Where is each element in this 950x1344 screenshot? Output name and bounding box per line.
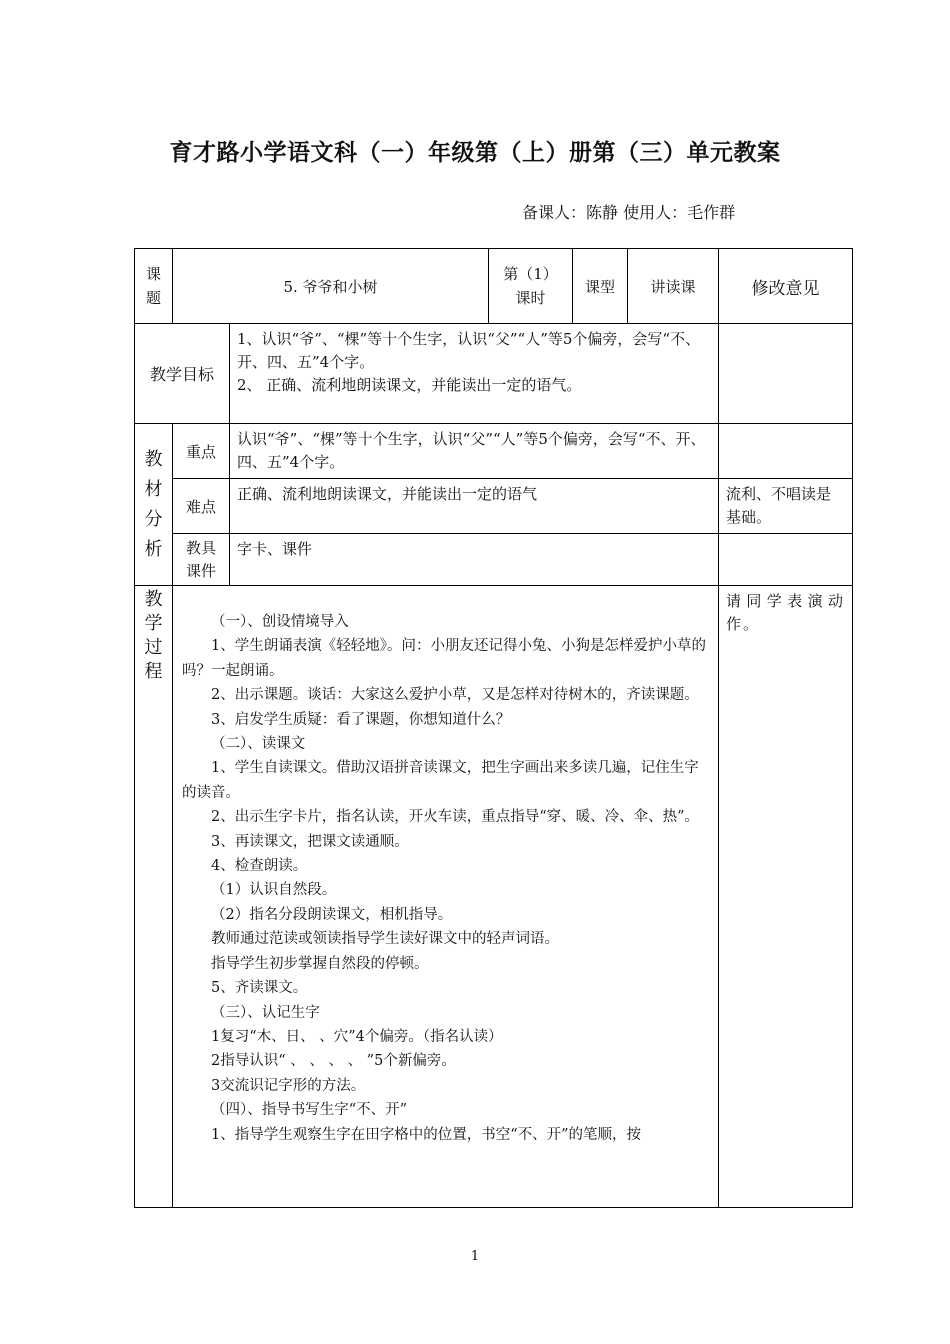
document-title: 育才路小学语文科（一）年级第（上）册第（三）单元教案 bbox=[169, 139, 781, 166]
process-note: 请同学表演动作。 bbox=[726, 592, 845, 633]
key-label-cell bbox=[173, 424, 230, 479]
process-paragraph: （四）、指导书写生字“不、开” bbox=[211, 1102, 408, 1119]
type-label-cell bbox=[573, 249, 628, 324]
process-paragraph: 教师通过范读或领读指导学生读好课文中的轻声词语。 bbox=[211, 931, 559, 948]
objectives-label: 教学目标 bbox=[149, 365, 214, 384]
process-row bbox=[135, 586, 853, 1208]
process-paragraph: 1复习“木、日、 、穴”4个偏旁。（指名认读） bbox=[211, 1028, 503, 1045]
process-paragraph: 指导学生初步掌握自然段的停顿。 bbox=[211, 955, 429, 972]
type-value-cell bbox=[628, 249, 719, 324]
key-point-row bbox=[135, 424, 853, 479]
objectives-revision-cell bbox=[719, 324, 853, 424]
process-paragraph: 5、齐读课文。 bbox=[211, 980, 308, 997]
difficult-text-cell bbox=[230, 479, 719, 534]
tools-revision-cell bbox=[719, 534, 853, 586]
difficult-label-cell bbox=[173, 479, 230, 534]
tools-label-cell bbox=[173, 534, 230, 586]
process-label: 教学过程 bbox=[144, 589, 163, 682]
tools-text-cell bbox=[230, 534, 719, 586]
tools-label: 教具课件 bbox=[185, 538, 216, 580]
process-paragraph: （二）、读课文 bbox=[211, 736, 306, 753]
process-paragraph: 3、启发学生质疑：看了课题，你想知道什么？ bbox=[211, 711, 511, 728]
type-value: 讲读课 bbox=[650, 277, 696, 296]
process-paragraph: （2）指名分段朗读课文，相机指导。 bbox=[211, 906, 453, 923]
revision-header: 修改意见 bbox=[751, 278, 820, 299]
type-label: 课型 bbox=[584, 277, 615, 296]
preparer-line: 备课人：陈静 使用人：毛作群 bbox=[522, 203, 736, 222]
process-paragraph: 1、学生自读课文。借助汉语拼音读课文，把生字画出来多读几遍，记住生字的读音。 bbox=[182, 760, 699, 801]
tools-row bbox=[135, 534, 853, 586]
process-note-cell bbox=[719, 586, 853, 1208]
process-paragraph: 3、再读课文，把课文读通顺。 bbox=[211, 833, 409, 850]
process-label-cell bbox=[135, 586, 173, 1208]
process-paragraph: 1、指导学生观察生字在田字格中的位置，书空“不、开”的笔顺，按 bbox=[211, 1126, 642, 1143]
process-content-cell bbox=[173, 586, 719, 1208]
process-paragraph: 2指导认识“ 、 、 、 、 ”5个新偏旁。 bbox=[211, 1053, 456, 1070]
process-paragraph: 2、出示课题。谈话：大家这么爱护小草，又是怎样对待树木的，齐读课题。 bbox=[211, 687, 699, 704]
difficult-text: 正确、流利地朗读课文，并能读出一定的语气 bbox=[237, 485, 538, 503]
objectives-label-cell bbox=[135, 324, 230, 424]
topic-label-cell bbox=[135, 249, 173, 324]
process-paragraph: （一）、创设情境导入 bbox=[211, 614, 349, 630]
topic-text: 5. 爷爷和小树 bbox=[283, 277, 378, 296]
objective-line: 2、 正确、流利地朗读课文，并能读出一定的语气。 bbox=[237, 376, 582, 394]
process-paragraph: （1）认识自然段。 bbox=[211, 882, 337, 899]
difficult-note: 流利、不唱读是基础。 bbox=[726, 485, 832, 526]
topic-label: 课题 bbox=[145, 265, 161, 307]
difficult-note-cell bbox=[719, 479, 853, 534]
process-body bbox=[182, 610, 712, 1147]
analysis-label-cell bbox=[135, 424, 173, 586]
period-cell bbox=[489, 249, 573, 324]
process-paragraph: 3交流识记字形的方法。 bbox=[211, 1077, 366, 1094]
key-revision-cell bbox=[719, 424, 853, 479]
process-paragraph: 4、检查朗读。 bbox=[211, 858, 308, 875]
period-label: 第（1）课时 bbox=[503, 265, 558, 307]
tools-text: 字卡、课件 bbox=[237, 540, 313, 558]
objectives-row bbox=[135, 324, 853, 424]
analysis-label: 教材分析 bbox=[144, 448, 163, 560]
lesson-plan-table bbox=[134, 248, 853, 1208]
process-paragraph: 1、学生朗诵表演《轻轻地》。问：小朋友还记得小兔、小狗是怎样爱护小草的吗？一起朗诵。 bbox=[182, 638, 706, 679]
key-text: 认识“爷”、“棵”等十个生字，认识“父”“人”等5个偏旁，会写“不、开、四、五”4个字。 bbox=[237, 430, 706, 471]
page-number: 1 bbox=[470, 1249, 480, 1264]
objective-line: 1、认识“爷”、“棵”等十个生字，认识“父”“人”等5个偏旁，会写“不、开、四、五”4个字。 bbox=[237, 330, 701, 371]
difficult-label: 难点 bbox=[185, 497, 216, 516]
process-paragraph: （三）、认记生字 bbox=[211, 1004, 320, 1021]
key-text-cell bbox=[230, 424, 719, 479]
revision-header-cell bbox=[719, 249, 853, 324]
key-label: 重点 bbox=[185, 442, 216, 461]
objectives-cell bbox=[230, 324, 719, 424]
topic-cell bbox=[173, 249, 489, 324]
difficult-point-row bbox=[135, 479, 853, 534]
process-paragraph: 2、出示生字卡片，指名认读，开火车读，重点指导“穿、暖、冷、伞、热”。 bbox=[211, 809, 700, 826]
topic-row bbox=[135, 249, 853, 324]
